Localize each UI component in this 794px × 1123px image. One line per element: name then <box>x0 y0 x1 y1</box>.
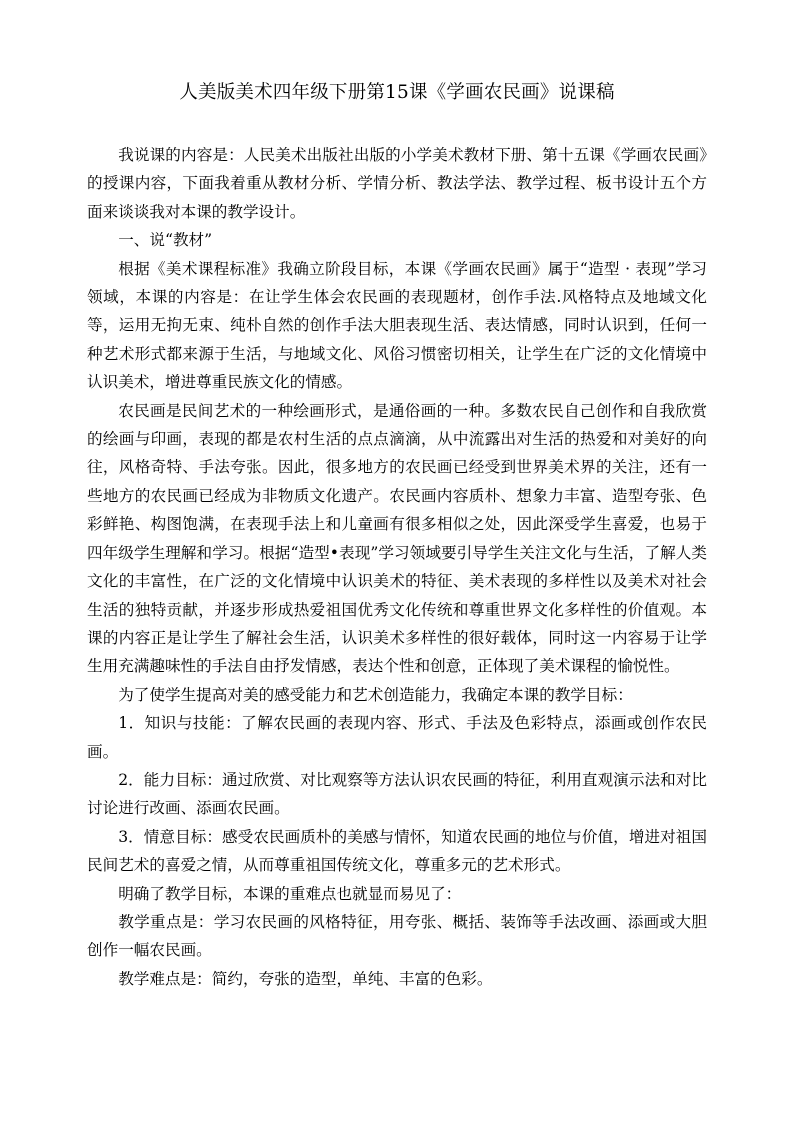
paragraph-difficult-point: 教学难点是：简约，夸张的造型，单纯、丰富的色彩。 <box>118 969 493 988</box>
paragraph-key-point: 教学重点是：学习农民画的风格特征，用夸张、概括、装饰等手法改画、添画或大胆创作一幅农民画。 <box>87 912 707 960</box>
paragraph-teaching-goals-intro: 为了使学生提高对美的感受能力和艺术创造能力，我确定本课的教学目标： <box>118 685 633 704</box>
paragraph-peasant-painting: 农民画是民间艺术的一种绘画形式，是通俗画的一种。多数农民自己创作和自我欣赏的绘画与印画，表现的都是农村生活的点点滴滴，从中流露出对生活的热爱和对美好的向往，风格奇特、手法夸张。因此，很多地方的农民画已经受到世界美术界的关注，还有一些地方的农民画已经成为非物质文化遗产。农民画内容质朴、想象力丰富、造型夸张、色彩鲜艳、构图饱满，在表现手法上和儿童画有很多相似之处，因此深受学生喜爱，也易于四年级学生理解和学习。根据“造型•表现”学习领域要引导学生关注文化与生活，了解人类文化的丰富性，在广泛的文化情境中认识美术的特征、美术表现的多样性以及美术对社会生活的独特贡献，并逐步形成热爱祖国优秀文化传统和尊重世界文化多样性的价值观。本课的内容正是让学生了解社会生活，认识美术多样性的很好载体，同时这一内容易于让学生用充满趣味性的手法自由抒发情感，表达个性和创意，正体现了美术课程的愉悦性。 <box>87 401 707 676</box>
document-body <box>87 141 707 993</box>
paragraph-curriculum-standard: 根据《美术课程标准》我确立阶段目标，本课《学画农民画》属于“造型 · 表现”学习领域，本课的内容是：在让学生体会农民画的表现题材，创作手法.风格特点及地域文化等，运用无拘无束、纯朴自然的创作手法大胆表现生活、表达情感，同时认识到，任何一种艺术形式都来源于生活，与地域文化、风俗习惯密切相关，让学生在广泛的文化情境中认识美术，增进尊重民族文化的情感。 <box>87 259 707 392</box>
paragraph-goal-ability: 2．能力目标：通过欣赏、对比观察等方法认识农民画的特征，利用直观演示法和对比讨论进行改画、添画农民画。 <box>87 770 707 818</box>
paragraph-key-points-intro: 明确了教学目标，本课的重难点也就显而易见了： <box>118 884 462 903</box>
paragraph-intro: 我说课的内容是：人民美术出版社出版的小学美术教材下册、第十五课《学画农民画》的授课内容，下面我着重从教材分析、学情分析、教法学法、教学过程、板书设计五个方面来谈谈我对本课的教学设计。 <box>87 146 707 221</box>
section-heading-textbook: 一、说“教材” <box>118 231 213 250</box>
document-title: 人美版美术四年级下册第15课《学画农民画》说课稿 <box>179 82 615 103</box>
paragraph-goal-emotion: 3．情意目标：感受农民画质朴的美感与情怀，知道农民画的地位与价值，增进对祖国民间艺术的喜爱之情，从而尊重祖国传统文化，尊重多元的艺术形式。 <box>87 827 707 875</box>
paragraph-goal-knowledge: 1．知识与技能：了解农民画的表现内容、形式、手法及色彩特点，添画或创作农民画。 <box>87 714 707 761</box>
